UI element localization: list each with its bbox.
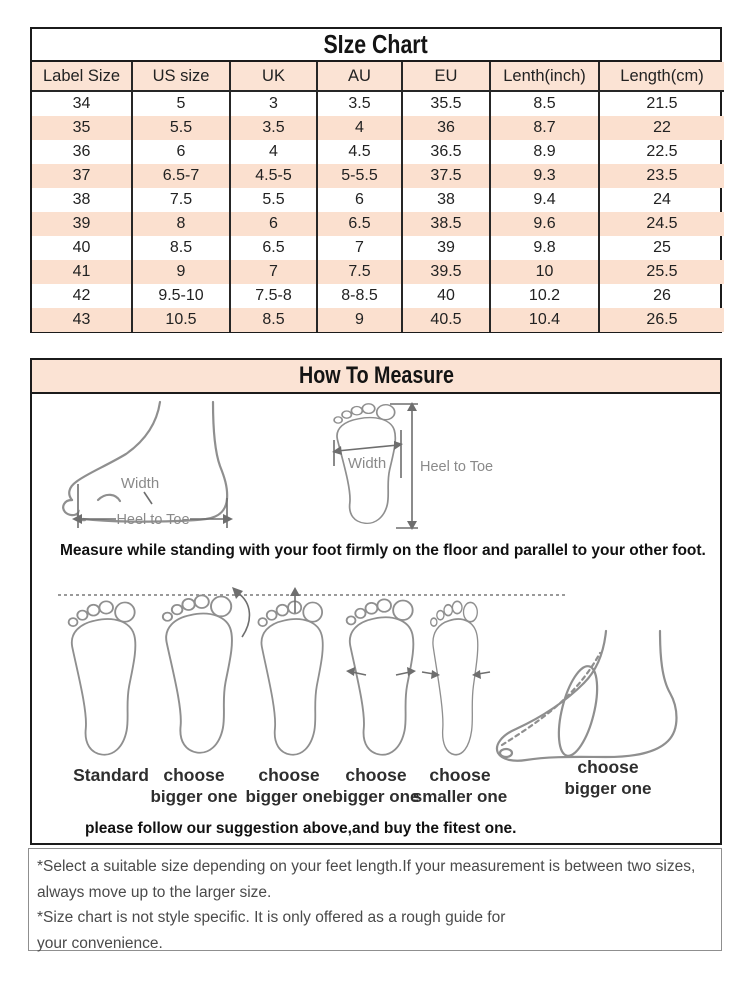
size-chart-table [32,62,724,332]
size-cell: 10.5 [132,308,230,332]
size-cell: 6.5 [317,212,402,236]
measure-instruction: Measure while standing with your foot firmly on the floor and parallel to your other foot. [60,542,706,559]
how-to-measure-title-text: How To Measure [298,362,454,389]
size-cell: 9.5-10 [132,284,230,308]
size-cell: 8.9 [490,140,599,164]
column-header-length-cm: Length(cm) [599,62,724,91]
size-row [32,91,724,116]
size-cell: 8.5 [132,236,230,260]
size-cell: 10.4 [490,308,599,332]
size-cell: 7.5 [317,260,402,284]
column-header-us-size: US size [132,62,230,91]
size-cell: 38 [72,191,91,208]
how-to-measure-title [32,360,720,394]
size-cell: 36.5 [402,140,490,164]
size-cell: 24.5 [599,212,724,236]
size-cell: 7 [317,236,402,260]
size-row [32,188,724,212]
size-cell: 4 [317,116,402,140]
size-cell: 34 [72,95,91,112]
size-cell: 7.5 [132,188,230,212]
size-cell: 5-5.5 [317,164,402,188]
size-cell: 6 [230,212,317,236]
size-cell: 39 [402,236,490,260]
size-cell: 21.5 [599,91,724,116]
top-foot-diagram [332,402,493,530]
column-header-au: AU [317,62,402,91]
note-line: always move up to the larger size. [37,883,272,901]
header-row [32,62,724,91]
size-cell: 23.5 [599,164,724,188]
size-cell: 7 [230,260,317,284]
size-row [32,236,724,260]
size-cell: 22.5 [599,140,724,164]
size-cell: 9 [317,308,402,332]
size-cell: 8.5 [230,308,317,332]
size-cell: 35 [72,119,91,136]
size-cell: 39 [72,215,91,232]
size-cell: 6 [317,188,402,212]
size-cell: 10 [490,260,599,284]
foot-label-standard: Standard [73,765,149,785]
size-cell: 40.5 [402,308,490,332]
size-cell: 43 [72,311,91,328]
size-cell: 25.5 [599,260,724,284]
heel-to-toe-label-top: Heel to Toe [420,459,494,475]
size-chart-header [32,62,724,91]
size-chart-title-text: SIze Chart [323,29,429,59]
foot-label-curled-toe: choose bigger one [150,765,238,806]
size-row [32,164,724,188]
size-cell: 6.5 [230,236,317,260]
width-label-top: Width [347,455,387,472]
suggestion-text: please follow our suggestion above,and buy the fitest one. [85,820,517,837]
heel-to-toe-arrow-top [390,402,493,530]
size-cell: 42 [72,287,91,304]
size-chart-panel [30,27,722,333]
size-row [32,284,724,308]
size-cell: 10.2 [490,284,599,308]
size-cell: 35.5 [402,91,490,116]
feet-comparison-diagram [50,585,710,763]
size-cell: 38.5 [402,212,490,236]
note-line: *Select a suitable size depending on your feet length.If your measurement is between two sizes, [37,858,696,875]
foot-illustration-curled-toe [163,587,250,753]
size-cell: 40 [72,239,91,256]
size-cell: 9 [132,260,230,284]
foot-illustration-wide [346,599,416,754]
size-cell: 41 [72,263,91,280]
heel-to-toe-label-side: Heel to Toe [116,512,190,528]
foot-label-narrow: choose smaller one [412,765,508,806]
how-to-measure-content [32,394,720,845]
foot-illustration-narrow [422,601,490,754]
column-header-label-size: Label Size [42,66,121,85]
size-cell: 36 [72,143,91,160]
size-cell: 24 [599,188,724,212]
column-header-eu: EU [402,62,490,91]
foot-label-high-instep: choose bigger one [564,757,652,798]
size-cell: 9.6 [490,212,599,236]
foot-illustration-standard [69,601,136,754]
size-cell: 4.5-5 [230,164,317,188]
size-cell: 5.5 [132,116,230,140]
size-cell: 9.3 [490,164,599,188]
size-cell: 36 [402,116,490,140]
size-cell: 8.5 [490,91,599,116]
size-cell: 3.5 [317,91,402,116]
size-cell: 3 [230,91,317,116]
size-cell: 3.5 [230,116,317,140]
column-header-uk: UK [230,62,317,91]
size-cell: 8.7 [490,116,599,140]
girth-measure-loop [551,662,604,759]
size-cell: 4 [230,140,317,164]
size-cell: 7.5-8 [230,284,317,308]
width-label-side: Width [120,475,160,492]
size-cell: 37.5 [402,164,490,188]
size-chart-title [32,29,720,62]
size-chart-rows [32,91,724,332]
foot-illustration-long-second-toe [258,587,322,755]
side-foot-diagram [63,402,233,528]
size-cell: 37 [72,167,91,184]
size-cell: 5.5 [230,188,317,212]
size-row [32,212,724,236]
size-cell: 8-8.5 [317,284,402,308]
size-row [32,308,724,332]
size-row [32,116,724,140]
foot-label-long-second-toe: choose bigger one [245,765,333,806]
size-cell: 6 [132,140,230,164]
size-cell: 22 [599,116,724,140]
notes-panel [28,848,722,951]
size-row [32,260,724,284]
size-row [32,140,724,164]
size-cell: 5 [132,91,230,116]
foot-measurement-diagram [60,400,510,540]
size-cell: 8 [132,212,230,236]
size-cell: 25 [599,236,724,260]
size-cell: 38 [402,188,490,212]
size-cell: 39.5 [402,260,490,284]
how-to-measure-panel [30,358,722,845]
note-line: *Size chart is not style specific. It is only offered as a rough guide for [37,909,506,926]
size-cell: 26.5 [599,308,724,332]
size-cell: 40 [402,284,490,308]
size-cell: 4.5 [317,140,402,164]
size-cell: 6.5-7 [132,164,230,188]
column-header-length-inch: Lenth(inch) [490,62,599,91]
note-line: your convenience. [37,934,163,952]
size-cell: 9.8 [490,236,599,260]
size-cell: 26 [599,284,724,308]
size-cell: 9.4 [490,188,599,212]
foot-illustration-high-instep [497,631,677,761]
foot-label-wide: choose bigger one [332,765,420,806]
